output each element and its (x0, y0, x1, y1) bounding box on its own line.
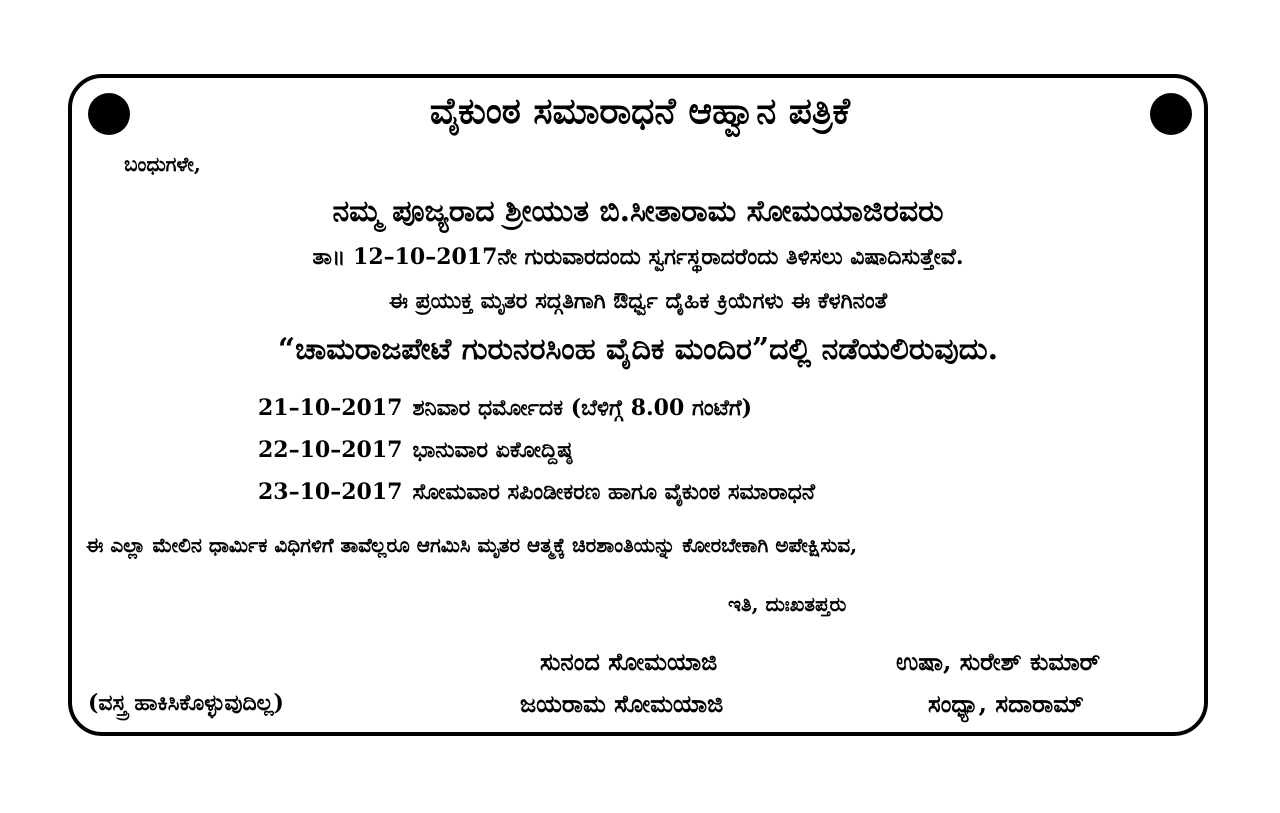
schedule-row (258, 395, 815, 437)
closing-line: ಇತಿ, ದುಃಖತಪ್ತರು (728, 592, 847, 616)
rites-schedule (258, 395, 815, 521)
schedule-date: 22–10–2017 (258, 437, 403, 463)
signatory-name: ಸುನಂದ ಸೋಮಯಾಜಿ (540, 647, 718, 676)
schedule-date: 23–10–2017 (258, 479, 403, 505)
schedule-row (258, 479, 815, 521)
signatory-name: ಸಂಧ್ಯಾ, ಸದಾರಾಮ್ (928, 689, 1084, 718)
salutation: ಬಂಧುಗಳೇ, (124, 152, 201, 176)
venue-line: “ಚಾಮರಾಜಪೇಟೆ ಗುರುನರಸಿಂಹ ವೈದಿಕ ಮಂದಿರ”ದಲ್ಲಿ ನಡೆಯಲಿರುವುದು. (277, 332, 999, 367)
deceased-name-line: ನಮ್ಮ ಪೂಜ್ಯರಾದ ಶ್ರೀಯುತ ಬಿ.ಸೀತಾರಾಮ ಸೋಮಯಾಜಿರವರು (332, 194, 944, 229)
signatory-name: ಜಯರಾಮ ಸೋಮಯಾಜಿ (520, 689, 724, 718)
schedule-event: ಸೋಮವಾರ ಸಪಿಂಡೀಕರಣ ಹಾಗೂ ವೈಕುಂಠ ಸಮಾರಾಧನೆ (412, 479, 815, 505)
schedule-date: 21–10–2017 (258, 395, 403, 421)
note-line: (ವಸ್ತ್ರ ಹಾಕಿಸಿಕೊಳ್ಳುವುದಿಲ್ಲ) (88, 690, 284, 716)
signatory-name: ಉಷಾ, ಸುರೇಶ್ ಕುಮಾರ್ (896, 647, 1101, 676)
rites-intro-line: ಈ ಪ್ರಯುಕ್ತ ಮೃತರ ಸದ್ಗತಿಗಾಗಿ ಔರ್ಧ್ವ ದೈಹಿಕ ಕ್ರಿಯೆಗಳು ಈ ಕೆಳಗಿನಂತೆ (388, 288, 888, 314)
request-line: ಈ ಎಲ್ಲಾ ಮೇಲಿನ ಧಾರ್ಮಿಕ ವಿಧಿಗಳಿಗೆ ತಾವೆಲ್ಲರೂ ಆಗಮಿಸಿ ಮೃತರ ಆತ್ಮಕ್ಕೆ ಚಿರಶಾಂತಿಯನ್ನು ಕೋರಬೇಕಾಗಿ ಅಪೇಕ್ಷಿಸುವ, (86, 533, 858, 557)
invitation-title: ವೈಕುಂಠ ಸಮಾರಾಧನೆ ಆಹ್ವಾನ ಪತ್ರಿಕೆ (429, 90, 851, 132)
date-of-passing-line: ತಾ॥ 12–10–2017ನೇ ಗುರುವಾರದಂದು ಸ್ವರ್ಗಸ್ಥರಾದರೆಂದು ತಿಳಿಸಲು ವಿಷಾದಿಸುತ್ತೇವೆ. (312, 244, 964, 270)
schedule-event: ಶನಿವಾರ ಧರ್ಮೋದಕ (ಬೆಳಿಗ್ಗೆ 8.00 ಗಂಟೆಗೆ) (412, 395, 753, 421)
schedule-row (258, 437, 815, 479)
schedule-event: ಭಾನುವಾರ ಏಕೋದ್ದಿಷ್ಠ (412, 437, 573, 463)
